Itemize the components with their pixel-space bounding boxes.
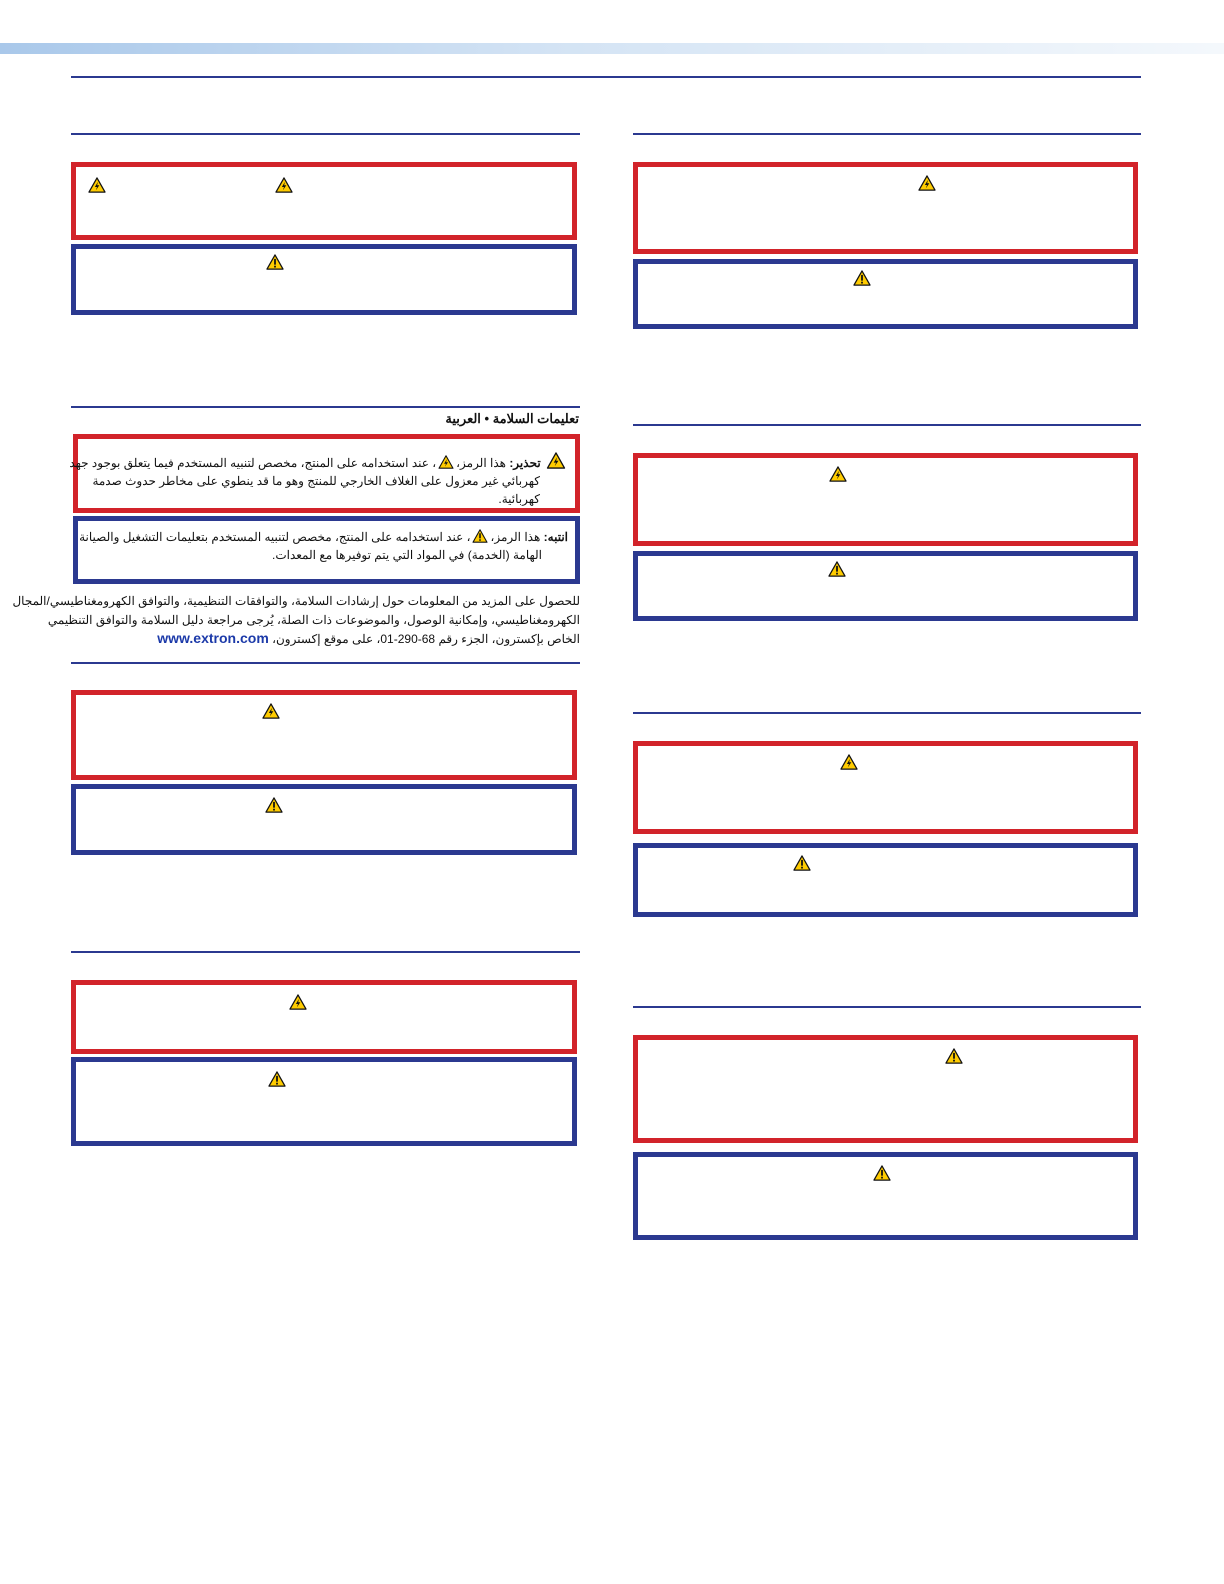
arabic-warning-text: تحذير: هذا الرمز، ، عند استخدامه على المنتج، مخصص لتنبيه المستخدم فيما يتعلق بوجود جهد كهربائي غير معزول على الغلاف الخارجي للمنتج وهو ما قد ينطوي على مخاطر حدوث صدمة كهربائية.: [90, 452, 568, 508]
section-rule: [633, 424, 1141, 426]
warning-label: تحذير:: [509, 456, 541, 470]
section-rule: [633, 1006, 1141, 1008]
section-rule: [633, 133, 1141, 135]
lightning-triangle-icon: [829, 466, 847, 482]
exclamation-triangle-icon: [268, 1071, 286, 1087]
header-band: [0, 43, 1224, 54]
attention-box: [633, 1152, 1138, 1240]
section-rule: [71, 951, 580, 953]
attention-box: [71, 1057, 577, 1146]
attention-box: [633, 259, 1138, 329]
exclamation-triangle-icon: [828, 561, 846, 577]
section-rule: [71, 662, 580, 664]
attention-box: [633, 843, 1138, 917]
arabic-attention-text: انتبه: هذا الرمز، ، عند استخدامه على المنتج، مخصص لتنبيه المستخدم بتعليمات التشغيل والصيانة الهامة (الخدمة) في المواد التي يتم توفيرها مع المعدات.: [79, 530, 568, 562]
warning-box: [71, 690, 577, 780]
exclamation-triangle-icon: [265, 797, 283, 813]
warning-box: [71, 162, 577, 240]
exclamation-triangle-icon: [873, 1165, 891, 1181]
arabic-more-info: للحصول على المزيد من المعلومات حول إرشادات السلامة، والتوافقات التنظيمية، والتوافق الكهرومغناطيسي/المجال الكهرومغناطيسي، وإمكانية الوصول، والموضوعات ذات الصلة، يُرجى مراجعة دليل السلامة والتوافق التنظيمي الخاص بإكسترون، الجزء رقم 68-290-01، على موقع إكسترون، www.extron.com: [12, 594, 580, 646]
exclamation-triangle-icon: [793, 855, 811, 871]
attention-box: [633, 551, 1138, 621]
lightning-triangle-icon: [289, 994, 307, 1010]
warning-box: [633, 162, 1138, 254]
attention-label: انتبه:: [543, 530, 568, 544]
attention-box: [71, 784, 577, 855]
attention-box: [71, 244, 577, 315]
exclamation-triangle-icon: [945, 1048, 963, 1064]
lightning-triangle-icon: [840, 754, 858, 770]
exclamation-triangle-icon: [472, 529, 488, 543]
lightning-triangle-icon: [262, 703, 280, 719]
arabic-section-title: تعليمات السلامة • العربية: [445, 411, 579, 426]
warning-box: [633, 741, 1138, 834]
lightning-triangle-icon: [88, 177, 106, 193]
exclamation-triangle-icon: [853, 270, 871, 286]
header-rule: [71, 76, 1141, 78]
warning-box: [633, 1035, 1138, 1143]
warning-box: [71, 980, 577, 1054]
section-rule: [633, 712, 1141, 714]
warning-box: [633, 453, 1138, 546]
section-rule: [71, 406, 580, 408]
lightning-triangle-icon: [438, 455, 454, 469]
lightning-triangle-icon: [546, 452, 566, 469]
lightning-triangle-icon: [275, 177, 293, 193]
exclamation-triangle-icon: [266, 254, 284, 270]
lightning-triangle-icon: [918, 175, 936, 191]
section-rule: [71, 133, 580, 135]
extron-website-link[interactable]: www.extron.com: [157, 630, 269, 646]
